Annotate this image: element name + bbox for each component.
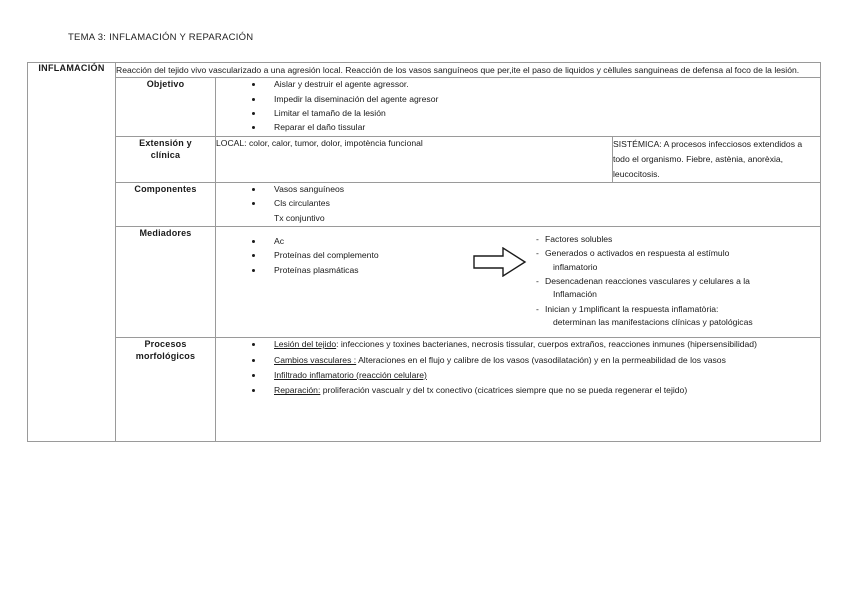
- list-item: Proteínas del complemento: [252, 249, 464, 262]
- table-row-mediadores: [28, 227, 821, 338]
- list-item: [536, 275, 813, 302]
- row-label-componentes: Componentes: [116, 182, 216, 226]
- detail-main: Inician y 1mplificant la respuesta inflamatòria:: [545, 303, 719, 314]
- detail-cont: Inflamación: [553, 289, 597, 300]
- mediadores-left: [216, 229, 464, 278]
- row-label-procesos: [116, 338, 216, 442]
- mediadores-right: [536, 229, 813, 330]
- row-label-extension-line2: clínica: [150, 149, 181, 160]
- detail-cont: determinan las manifestacions clínicas y patológicas: [553, 316, 753, 327]
- right-arrow-icon: [464, 229, 536, 277]
- term: Infiltrado inflamatorio (reacción celulare): [274, 369, 427, 380]
- mediadores-cell: [216, 227, 821, 338]
- table-row-objetivo: [28, 78, 821, 137]
- definition-cell: Reacción del tejido vivo vascularizado a una agresión local. Reacción de los vasos sanguíneos que per,ite el paso de liquidos y cèllules sanguineas de defensa al foco de la lesión.: [116, 63, 821, 78]
- inflammation-table: [27, 62, 821, 442]
- term-rest: proliferación vascualr y del tx conectivo (cicatrices siempre que no se pueda regenerar el tejido): [320, 385, 688, 396]
- term-rest: Alteraciones en el flujo y calibre de los vasos (vasodilatación) y en la permeabilidad de los vasos: [356, 354, 726, 365]
- detail-main: Generados o activados en respuesta al estímulo: [545, 248, 730, 259]
- table-row-extension: [28, 136, 821, 182]
- objetivo-list: [216, 78, 820, 134]
- row-label-extension: [116, 136, 216, 182]
- term: Cambios vasculares :: [274, 354, 357, 365]
- list-item: Aislar y destruir el agente agressor.: [252, 78, 820, 91]
- list-item: [536, 233, 813, 246]
- mediadores-list: [216, 235, 464, 277]
- list-item: Proteínas plasmáticas: [252, 264, 464, 277]
- row-label-procesos-line1: Procesos: [144, 339, 187, 350]
- mediadores-detail-list: [536, 233, 813, 329]
- list-item: Tx conjuntivo: [274, 212, 325, 223]
- detail-cont: inflamatorio: [553, 261, 598, 272]
- list-item: Limitar el tamaño de la lesión: [252, 107, 820, 120]
- row-label-objetivo: Objetivo: [116, 78, 216, 137]
- list-item: [252, 384, 820, 397]
- row-label-procesos-line2: morfológicos: [135, 351, 196, 362]
- extension-local-text: LOCAL: color, calor, tumor, dolor, impotència funcional: [216, 137, 423, 148]
- table-row-procesos: [28, 338, 821, 442]
- table-row-definition: [28, 63, 821, 78]
- procesos-list: [216, 338, 820, 397]
- term-rest: : infecciones y toxines bacterianes, necrosis tissular, cuerpos extraños, reacciones inmunes (hipersensibilidad): [336, 339, 757, 350]
- procesos-cell: [216, 338, 821, 442]
- extension-local-cell: [216, 136, 613, 182]
- extension-sistemica-cell: [613, 136, 821, 182]
- category-label: INFLAMACIÓN: [28, 63, 116, 442]
- term: Reparación:: [274, 385, 321, 396]
- list-item: Reparar el daño tissular: [252, 121, 820, 134]
- row-label-mediadores: Mediadores: [116, 227, 216, 338]
- page-title: TEMA 3: INFLAMACIÓN Y REPARACIÓN: [68, 32, 254, 43]
- list-item: [536, 303, 813, 330]
- detail-main: Factores solubles: [545, 234, 613, 244]
- list-item: [252, 369, 820, 382]
- componentes-list: [216, 183, 820, 225]
- list-item: Impedir la diseminación del agente agresor: [252, 93, 820, 106]
- list-item: Ac: [252, 235, 464, 248]
- list-item: Vasos sanguíneos: [252, 183, 820, 196]
- row-label-extension-line1: Extensión y: [139, 137, 192, 148]
- term: Lesión del tejido: [274, 339, 337, 350]
- componentes-cell: [216, 182, 821, 226]
- table-row-componentes: [28, 182, 821, 226]
- objetivo-cell: [216, 78, 821, 137]
- list-item: [252, 338, 820, 351]
- list-item: [252, 354, 820, 367]
- extension-sistemica-text: SISTÉMICA: A procesos infecciosos extendidos a todo el organismo. Fiebre, astènia, anorèxia, leucocitosis.: [613, 138, 803, 179]
- list-item: [536, 247, 813, 274]
- list-item: Cls circulantes: [252, 197, 820, 210]
- detail-main: Desencadenan reacciones vasculares y celulares a la: [545, 275, 750, 286]
